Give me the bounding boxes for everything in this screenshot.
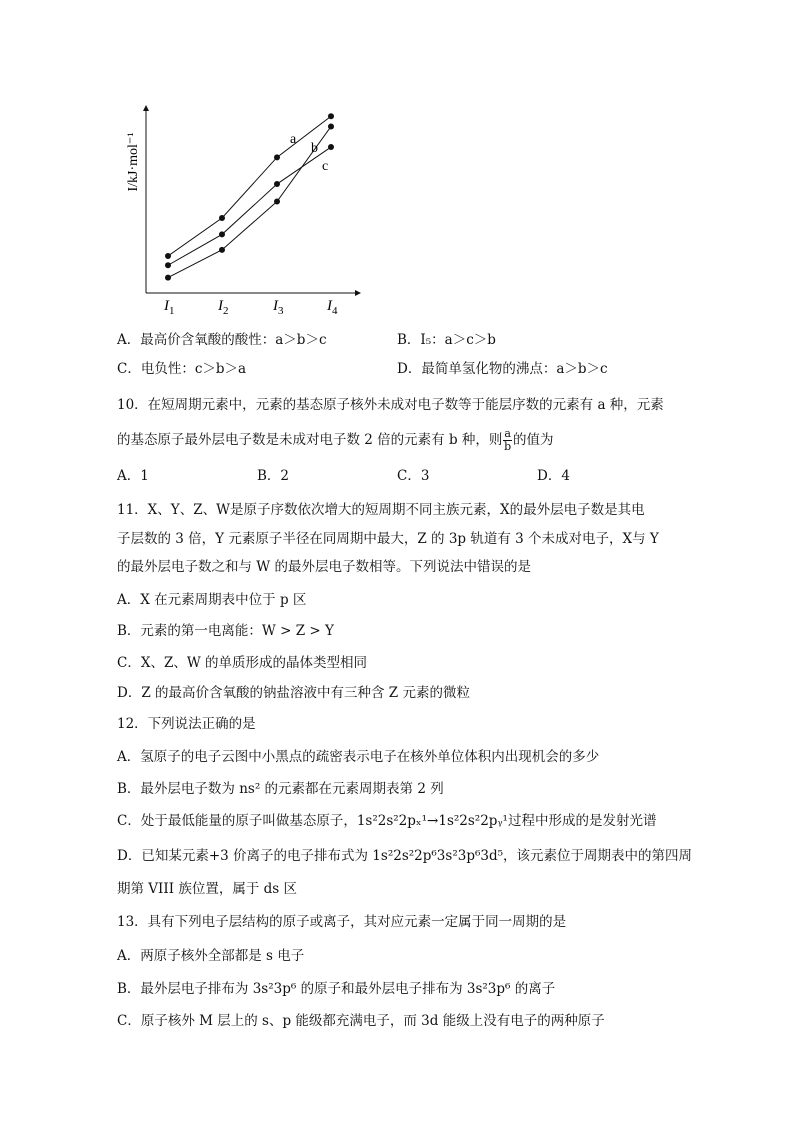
x-tick-label: $I_3$ [273,298,284,317]
q10-stem-line: 10．在短周期元素中，元素的基态原子核外未成对电子数等于能层序数的元素有 a 种，元素 [117,397,664,413]
series-line-a [168,116,331,256]
data-point-c [219,231,225,237]
x-tick-label: $I_4$ [327,298,338,317]
q10-option-b[interactable]: B．2 [257,468,290,484]
fraction-numerator: a [504,427,511,440]
ionization-energy-chart [110,100,370,320]
q12-option-d-cont: 期第 VIII 族位置，属于 ds 区 [117,881,297,897]
q10-stem-line [117,428,553,453]
q10-text: 的值为 [512,432,554,448]
q13-option-b[interactable]: B．最外层电子排布为 3s²3p⁶ 的原子和最外层电子排布为 3s²3p⁶ 的离子 [117,981,556,997]
series-label-a: a [290,132,297,147]
q13-option-a[interactable]: A．两原子核外全部都是 s 电子 [117,948,305,964]
fraction-denominator: b [504,440,512,453]
q10-option-d[interactable]: D．4 [537,468,570,484]
q12-stem: 12．下列说法正确的是 [117,716,256,732]
q12-option-b[interactable]: B．最外层电子数为 ns² 的元素都在元素周期表第 2 列 [117,781,444,797]
series-line-c [168,147,331,265]
q12-option-a[interactable]: A．氢原子的电子云图中小黑点的疏密表示电子在核外单位体积内出现机会的多少 [117,749,600,765]
data-point-b [274,199,280,205]
q9-option-a[interactable]: A．最高价含氧酸的酸性：a＞b＞c [117,332,327,348]
q11-stem-line: 子层数的 3 倍，Y 元素原子半径在同周期中最大，Z 的 3p 轨道有 3 个未成对电子，X与 Y [117,531,659,547]
data-point-a [328,113,334,119]
series-label-c: c [322,159,329,174]
data-point-a [274,154,280,160]
q11-stem-line: 的最外层电子数之和与 W 的最外层电子数相等。下列说法中错误的是 [117,559,531,575]
data-point-c [328,144,334,150]
q9-option-c[interactable]: C．电负性：c＞b＞a [117,361,247,377]
q11-option-b[interactable]: B．元素的第一电离能：W > Z > Y [117,623,334,639]
data-point-c [165,262,171,268]
q12-option-d[interactable]: D．已知某元素+3 价离子的电子排布式为 1s²2s²2p⁶3s²3p⁶3d⁵，该元素位于周期表中的第四周 [117,848,693,864]
x-tick-label: $I_2$ [218,298,229,317]
q9-option-b[interactable]: B．I₅：a＞c＞b [397,332,496,348]
q13-option-c[interactable]: C．原子核外 M 层上的 s、p 能级都充满电子，而 3d 能级上没有电子的两种原子 [117,1013,605,1029]
q10-option-a[interactable]: A．1 [117,468,149,484]
q11-option-a[interactable]: A．X 在元素周期表中位于 p 区 [117,592,307,608]
series-line-b [168,127,331,278]
q11-stem-line: 11．X、Y、Z、W是原子序数依次增大的短周期不同主族元素，X的最外层电子数是其电 [117,502,645,518]
q12-option-c[interactable]: C．处于最低能量的原子叫做基态原子，1s²2s²2pₓ¹→1s²2s²2pᵧ¹过程中形成的是发射光谱 [117,813,657,829]
q11-option-d[interactable]: D．Z 的最高价含氧酸的钠盐溶液中有三种含 Z 元素的微粒 [117,685,470,701]
x-tick-label: $I_1$ [164,298,175,317]
series-label-b: b [311,141,318,156]
data-point-c [274,181,280,187]
q10-text: 的基态原子最外层电子数是未成对电子数 2 倍的元素有 b 种，则 [117,432,503,448]
fraction-a-over-b [503,428,512,453]
data-point-a [219,215,225,221]
data-point-a [165,253,171,259]
q11-option-c[interactable]: C．X、Z、W 的单质形成的晶体类型相同 [117,655,367,671]
data-point-b [165,275,171,281]
y-axis-label: I/kJ·mol⁻¹ [126,132,141,192]
q13-stem: 13．具有下列电子层结构的原子或离子，其对应元素一定属于同一周期的是 [117,914,567,930]
q9-option-d[interactable]: D．最简单氢化物的沸点：a＞b＞c [397,361,608,377]
q10-option-c[interactable]: C．3 [397,468,430,484]
data-point-b [328,124,334,130]
data-point-b [219,247,225,253]
